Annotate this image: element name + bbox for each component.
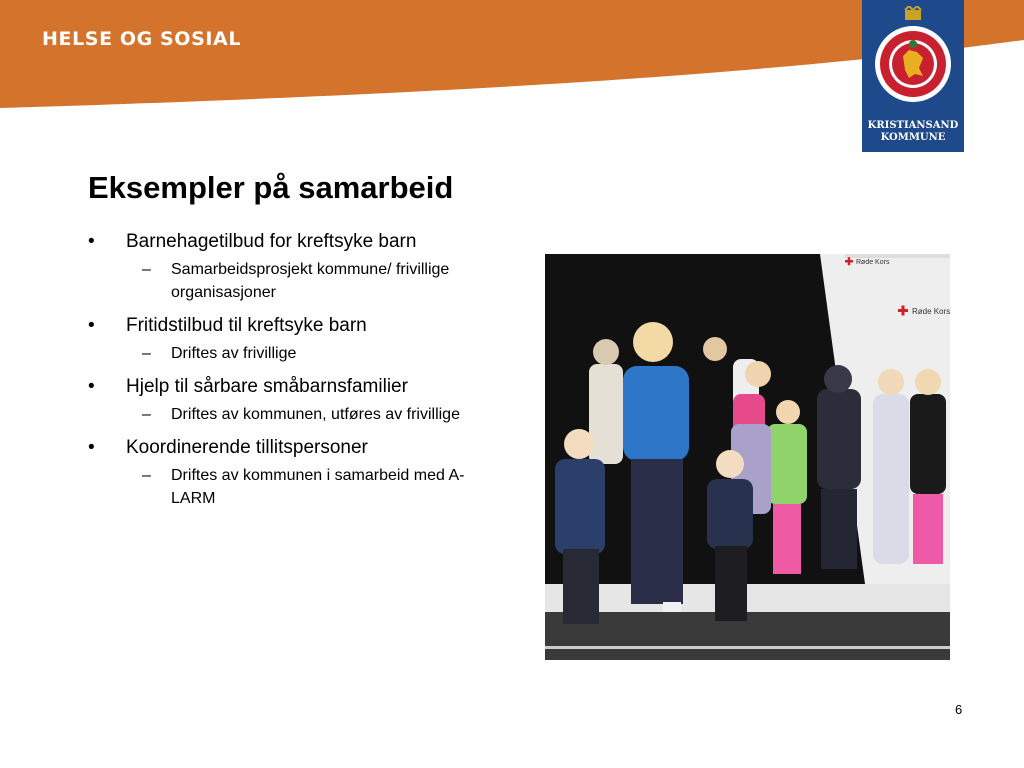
bullet-item	[88, 230, 508, 254]
slide-title: Eksempler på samarbeid	[88, 170, 454, 205]
bullet-text: Koordinerende tillitspersoner	[126, 437, 368, 458]
sub-bullet-text: Driftes av kommunen i samarbeid med A-LARM	[171, 467, 465, 507]
sub-bullet-item	[88, 342, 471, 365]
bullet-item	[88, 436, 508, 460]
sub-bullet-item	[88, 258, 471, 304]
logo-text-line2: KOMMUNE	[880, 132, 946, 143]
bullet-text: Fritidstilbud til kreftsyke barn	[126, 315, 367, 336]
stage-photo	[545, 254, 950, 660]
municipality-logo	[862, 0, 964, 152]
bullet-text: Hjelp til sårbare småbarnsfamilier	[126, 376, 408, 397]
banner-text: Røde Kors	[912, 307, 950, 316]
sub-bullet-text: Driftes av frivillige	[171, 345, 297, 362]
bullet-marker: •	[88, 315, 95, 336]
section-label: HELSE OG SOSIAL	[42, 28, 242, 50]
sub-bullet-item	[88, 464, 471, 510]
bullet-item	[88, 314, 508, 338]
sub-bullet-marker: –	[142, 406, 151, 423]
logo-text-line1: KRISTIANSAND	[867, 120, 959, 131]
sub-bullet-marker: –	[142, 345, 151, 362]
coat-of-arms-icon	[873, 6, 953, 116]
sub-bullet-text: Samarbeidsprosjekt kommune/ frivillige organisasjoner	[171, 261, 450, 301]
sub-bullet-text: Driftes av kommunen, utføres av frivillige	[171, 406, 460, 423]
bullet-item	[88, 375, 508, 399]
bullet-marker: •	[88, 437, 95, 458]
banner-text: Røde Kors	[856, 259, 890, 266]
bullet-marker: •	[88, 231, 95, 252]
bullet-marker: •	[88, 376, 95, 397]
page-number: 6	[955, 702, 963, 717]
sub-bullet-item	[88, 403, 471, 426]
bullet-text: Barnehagetilbud for kreftsyke barn	[126, 231, 417, 252]
bullet-list	[88, 230, 508, 520]
sub-bullet-marker: –	[142, 467, 151, 484]
sub-bullet-marker: –	[142, 261, 151, 278]
